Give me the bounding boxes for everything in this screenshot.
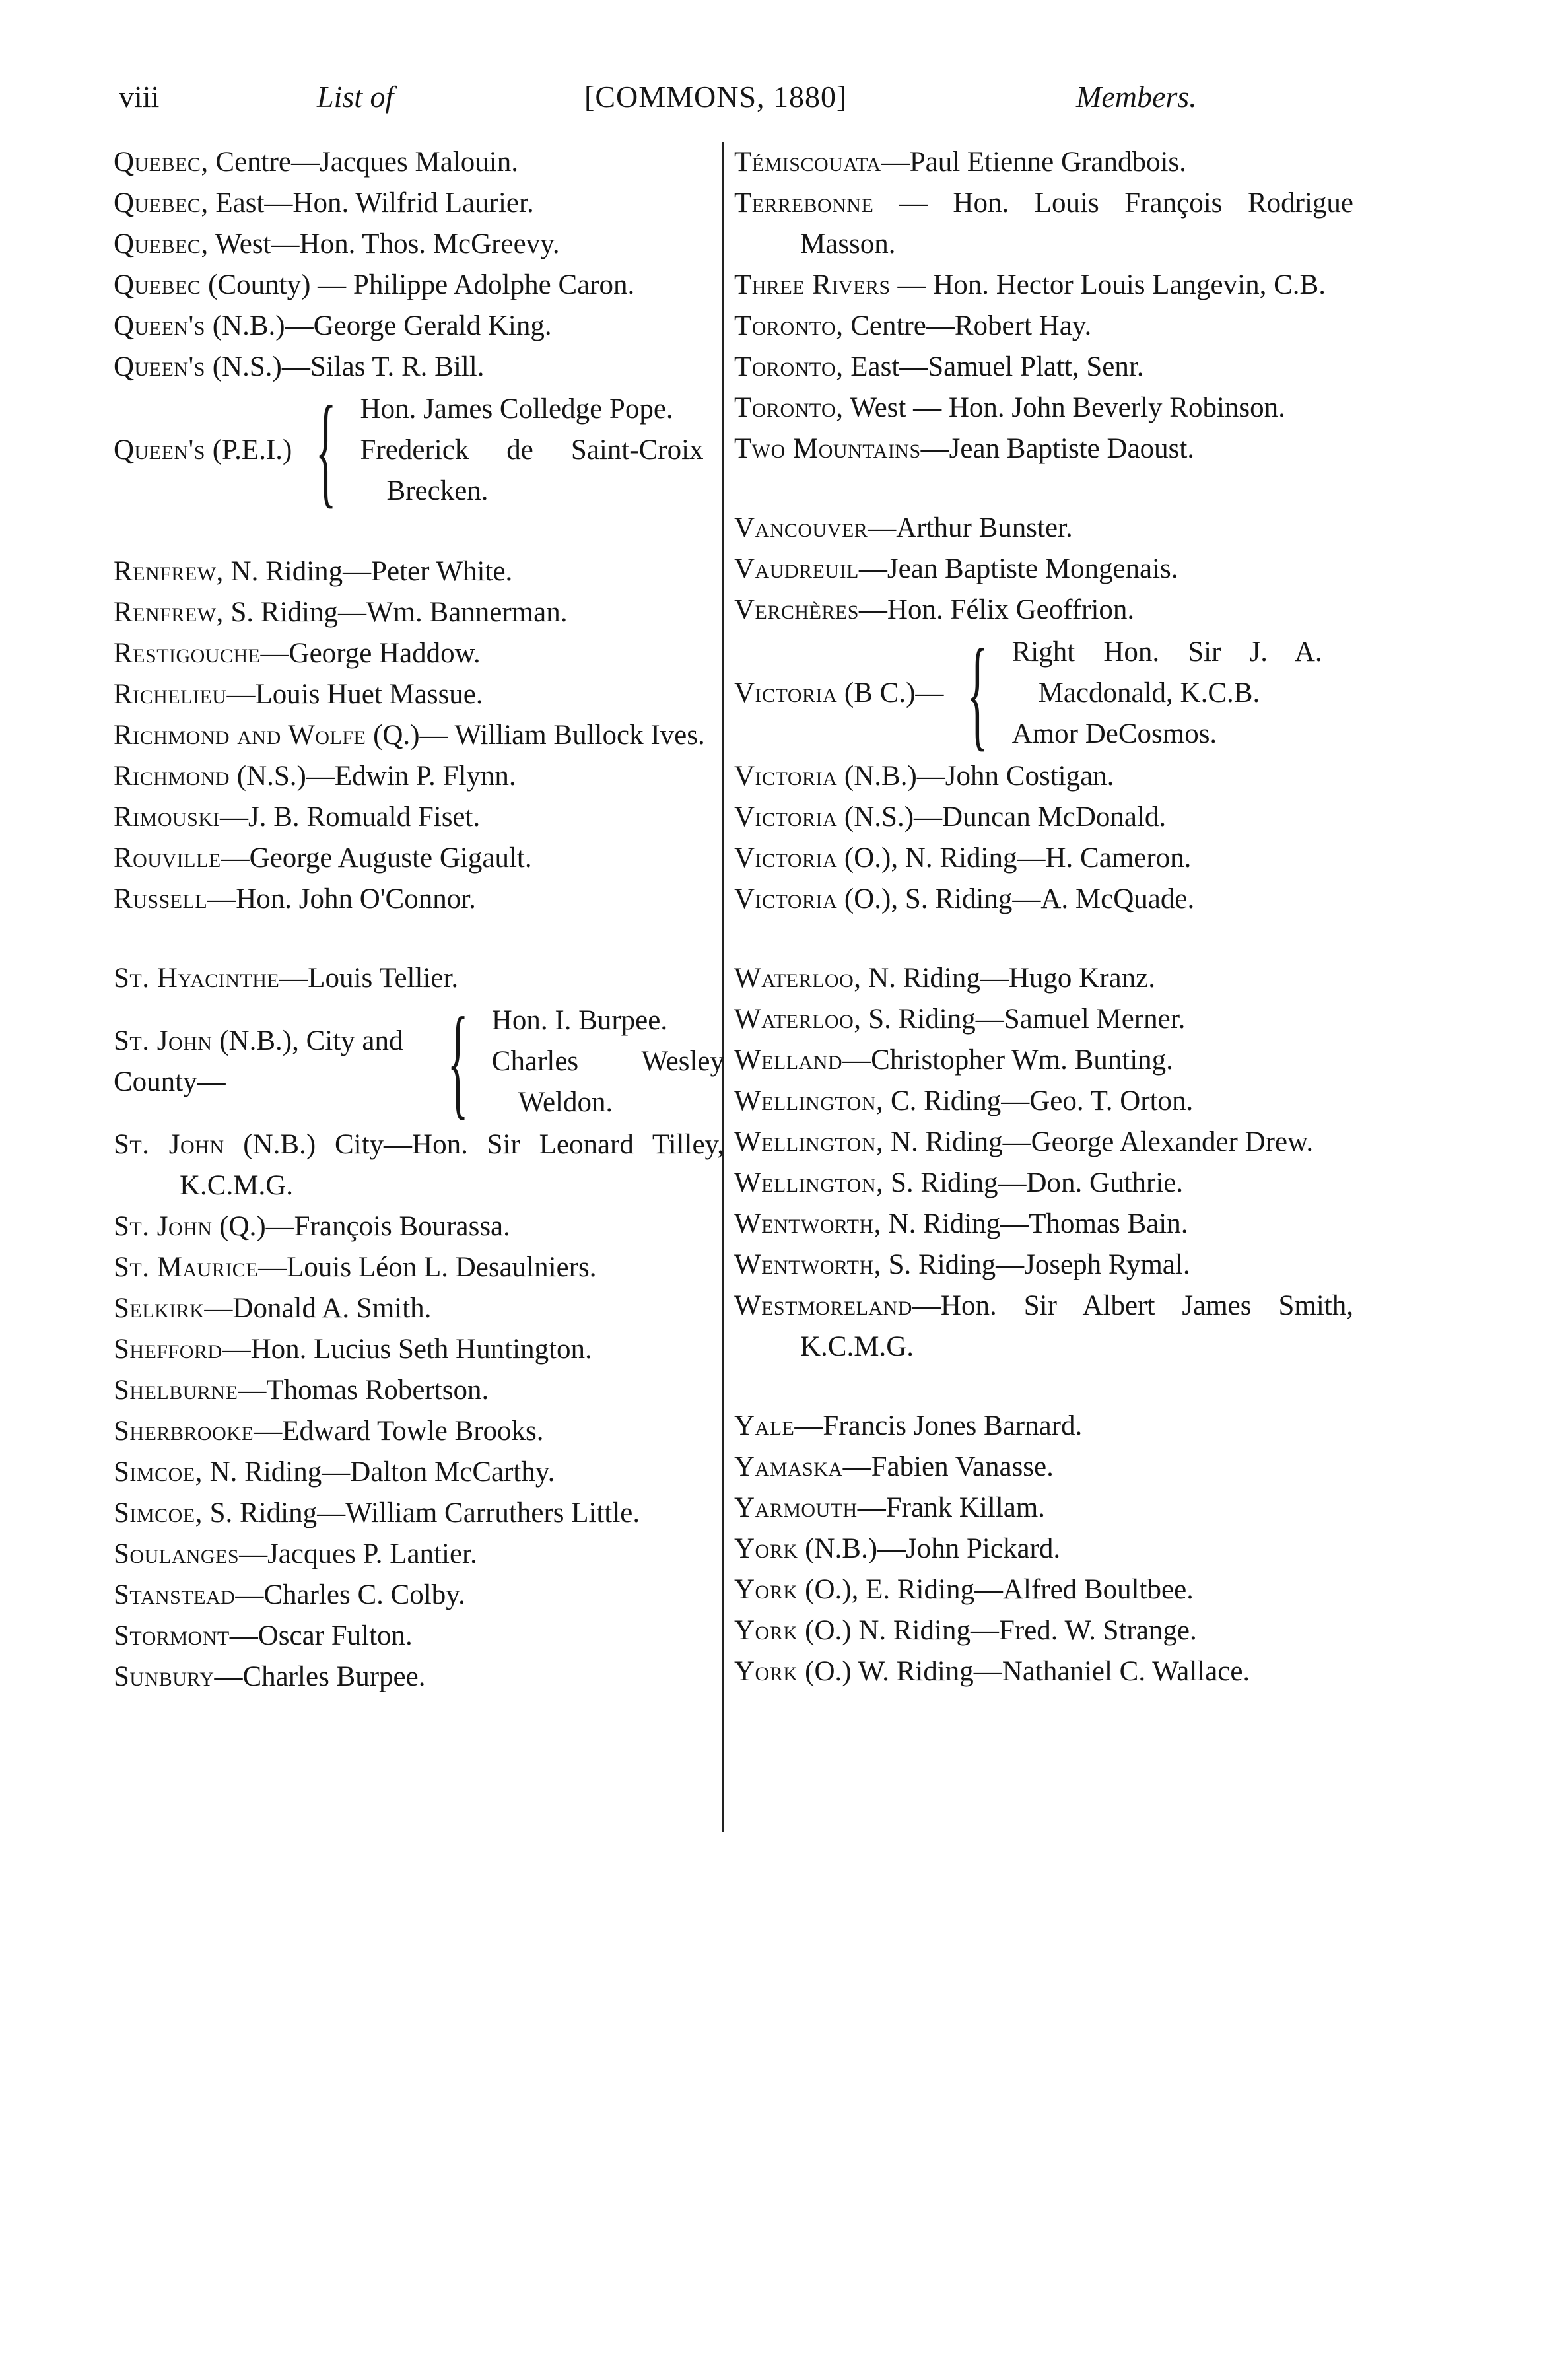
district-name: Yarmouth	[734, 1492, 858, 1523]
district-name: Wellington,	[734, 1085, 884, 1116]
district-name: Shefford	[114, 1334, 222, 1365]
entry	[734, 388, 1353, 429]
district-name: Vaudreuil	[734, 553, 859, 584]
entry-text: —Arthur Bunster.	[868, 512, 1073, 543]
entry-text: —Edward Towle Brooks.	[254, 1416, 544, 1447]
running-header	[119, 74, 1221, 120]
entry	[734, 1040, 1353, 1081]
entry-text: (O.) N. Riding—Fred. W. Strange.	[798, 1615, 1197, 1646]
entry-group-victoria	[734, 756, 1353, 920]
district-name: Wellington,	[734, 1167, 884, 1198]
entry	[734, 508, 1353, 549]
entry-text: —J. B. Romuald Fiset.	[220, 802, 481, 833]
entry-text: S. Riding—Wm. Bannerman.	[223, 597, 568, 628]
entry	[734, 797, 1353, 838]
entry-text: —Fabien Vanasse.	[842, 1451, 1054, 1482]
district-name: Simcoe,	[114, 1497, 203, 1528]
district-name: St. Maurice	[114, 1252, 259, 1283]
braced-entry-queens-pei	[114, 381, 724, 520]
member-name: Hon. James Colledge Pope.	[360, 394, 673, 425]
district-suffix: (P.E.I.)	[205, 434, 292, 465]
district-name: Vancouver	[734, 512, 868, 543]
entry	[114, 1534, 724, 1575]
entry-text: —Jacques P. Lantier.	[239, 1538, 477, 1569]
district-name: Westmoreland	[734, 1290, 912, 1321]
entry-text: (Q.)—François Bourassa.	[212, 1211, 510, 1242]
entry-text: —Frank Killam.	[857, 1492, 1045, 1523]
entry-text: N. Riding—George Alexander Drew.	[883, 1126, 1314, 1157]
entry-text: (Q.)— William Bullock Ives.	[366, 720, 705, 751]
entry-group-v-top	[734, 508, 1353, 631]
entry	[114, 633, 724, 674]
district-name: Stormont	[114, 1620, 230, 1651]
entry	[114, 1370, 724, 1411]
braced-entry-victoria-bc	[734, 624, 1353, 763]
district-name: Two Mountains	[734, 433, 921, 464]
district-name: Queen's	[114, 310, 205, 341]
district-name: Verchères	[734, 594, 859, 625]
district-name: Selkirk	[114, 1293, 205, 1324]
entry	[734, 1488, 1353, 1528]
district-name: York	[734, 1574, 798, 1605]
entry-text: (O.), S. Riding—A. McQuade.	[837, 883, 1195, 914]
entry-text: (N.S.)—Edwin P. Flynn.	[230, 761, 516, 792]
entry	[734, 1245, 1353, 1286]
district-name: Richmond	[114, 761, 230, 792]
entry	[114, 183, 724, 224]
entry-text: —Louis Léon L. Desaulniers.	[258, 1252, 597, 1283]
district-label	[114, 430, 292, 471]
district-name: Rimouski	[114, 802, 221, 833]
district-name: Victoria	[734, 842, 838, 874]
entry	[114, 958, 724, 999]
member-name: Frederick de Saint-Croix Brecken.	[360, 434, 704, 506]
district-name: Quebec,	[114, 147, 209, 178]
entry	[734, 183, 1353, 265]
entry-text: S. Riding—Joseph Rymal.	[881, 1249, 1190, 1280]
district-name: Stanstead	[114, 1579, 236, 1610]
entry	[734, 429, 1353, 469]
entry-text: —Jean Baptiste Daoust.	[920, 433, 1195, 464]
entry-text: —Christopher Wm. Bunting.	[842, 1045, 1173, 1076]
braced-entry-st-john	[114, 992, 724, 1131]
entry	[114, 265, 724, 306]
page-number: viii	[119, 80, 160, 114]
entry	[114, 1616, 724, 1657]
entry	[734, 756, 1353, 797]
district-name: Richmond and Wolfe	[114, 720, 366, 751]
district-name: Wentworth,	[734, 1208, 881, 1239]
district-name: Victoria	[734, 802, 838, 833]
entry	[114, 756, 724, 797]
entry-text: (N.S.)—Silas T. R. Bill.	[205, 351, 485, 382]
district-name: Toronto,	[734, 392, 844, 423]
entry	[734, 549, 1353, 590]
brace-glyph: {	[447, 992, 469, 1131]
entry	[734, 1447, 1353, 1488]
entry	[734, 1528, 1353, 1569]
entry-text: —Louis Huet Massue.	[226, 679, 483, 710]
district-name: York	[734, 1656, 798, 1687]
district-name: Victoria	[734, 677, 838, 708]
entry-text: —Paul Etienne Grandbois.	[881, 147, 1186, 178]
entry-text: — Hon. Hector Louis Langevin, C.B.	[890, 269, 1326, 300]
entry-text: (O.), E. Riding—Alfred Boultbee.	[798, 1574, 1194, 1605]
entry	[114, 592, 724, 633]
entry-text: —Charles Burpee.	[214, 1661, 426, 1692]
entry	[114, 1206, 724, 1247]
member-name: Right Hon. Sir J. A. Macdonald, K.C.B.	[1011, 636, 1322, 708]
entry	[114, 224, 724, 265]
district-name: St. John	[114, 1129, 224, 1160]
entry	[734, 1081, 1353, 1122]
district-name: St. John	[114, 1025, 213, 1056]
entry	[114, 838, 724, 879]
district-name: Simcoe,	[114, 1457, 203, 1488]
entry-text: (N.B.)—John Pickard.	[798, 1533, 1061, 1564]
district-name: Waterloo,	[734, 963, 862, 994]
entry-text: —George Auguste Gigault.	[221, 842, 532, 874]
entry	[114, 879, 724, 920]
entry-text: —Thomas Robertson.	[238, 1375, 489, 1406]
entry-text: —Charles C. Colby.	[235, 1579, 465, 1610]
brace-glyph: {	[315, 381, 337, 520]
entry	[114, 347, 724, 388]
district-suffix: (B C.)—	[837, 677, 944, 708]
district-name: Sherbrooke	[114, 1416, 254, 1447]
entry	[114, 1575, 724, 1616]
district-name: Richelieu	[114, 679, 227, 710]
left-column	[114, 142, 724, 1698]
entry-group-w	[734, 958, 1353, 1367]
entry-text: East—Hon. Wilfrid Laurier.	[208, 188, 534, 219]
header-center-title: [COMMONS, 1880]	[584, 80, 848, 114]
entry-text: Centre—Robert Hay.	[843, 310, 1092, 341]
district-name: Renfrew,	[114, 597, 224, 628]
header-right-title: Members.	[1076, 80, 1197, 114]
district-name: St. Hyacinthe	[114, 963, 280, 994]
district-name: Shelburne	[114, 1375, 238, 1406]
district-name: Wellington,	[734, 1126, 884, 1157]
entry	[734, 142, 1353, 183]
entry-text: —Louis Tellier.	[279, 963, 459, 994]
entry	[734, 1286, 1353, 1367]
entry-group-quebec-queens	[114, 142, 724, 388]
entry-text: (O.), N. Riding—H. Cameron.	[837, 842, 1192, 874]
entry	[734, 879, 1353, 920]
district-name: Yamaska	[734, 1451, 843, 1482]
entry	[114, 142, 724, 183]
entry-text: —Jean Baptiste Mongenais.	[858, 553, 1178, 584]
member-name: Charles Wesley Weldon.	[491, 1046, 724, 1118]
district-name: Victoria	[734, 761, 838, 792]
entry-text: —Donald A. Smith.	[204, 1293, 432, 1324]
district-name: Quebec,	[114, 188, 209, 219]
entry-text: (N.S.)—Duncan McDonald.	[837, 802, 1167, 833]
district-name: St. John	[114, 1211, 213, 1242]
district-name: Restigouche	[114, 638, 261, 669]
member-list	[1012, 632, 1322, 755]
entry-text: N. Riding—Peter White.	[223, 556, 513, 587]
district-name: Terrebonne	[734, 188, 874, 219]
entry-text: —Hon. Félix Geoffrion.	[858, 594, 1135, 625]
entry-text: —George Haddow.	[260, 638, 481, 669]
entry	[734, 1610, 1353, 1651]
entry	[114, 1288, 724, 1329]
entry-text: East—Samuel Platt, Senr.	[843, 351, 1144, 382]
entry	[734, 958, 1353, 999]
entry-text: West—Hon. Thos. McGreevy.	[208, 228, 560, 259]
entry-text: Centre—Jacques Malouin.	[208, 147, 518, 178]
entry-text: N. Riding—Dalton McCarthy.	[202, 1457, 555, 1488]
district-name: Yale	[734, 1410, 795, 1441]
entry-text: —Oscar Fulton.	[229, 1620, 413, 1651]
entry	[114, 1329, 724, 1370]
entry	[114, 551, 724, 592]
district-name: Renfrew,	[114, 556, 224, 587]
entry-text: S. Riding—Don. Guthrie.	[883, 1167, 1184, 1198]
entry	[734, 1122, 1353, 1163]
district-name: Soulanges	[114, 1538, 240, 1569]
entry	[734, 306, 1353, 347]
entry	[734, 999, 1353, 1040]
entry	[114, 1493, 724, 1534]
entry	[114, 1411, 724, 1452]
district-name: Wentworth,	[734, 1249, 881, 1280]
entry	[114, 715, 724, 756]
entry	[114, 1247, 724, 1288]
entry-text: —Francis Jones Barnard.	[794, 1410, 1083, 1441]
entry-text: —Hon. Lucius Seth Huntington.	[222, 1334, 592, 1365]
entry	[734, 1406, 1353, 1447]
entry-text: C. Riding—Geo. T. Orton.	[883, 1085, 1194, 1116]
entry	[734, 838, 1353, 879]
member-list	[492, 1000, 724, 1123]
entry-group-s	[114, 1124, 724, 1698]
entry-text: N. Riding—Thomas Bain.	[881, 1208, 1188, 1239]
right-column	[734, 142, 1353, 1692]
entry	[734, 1204, 1353, 1245]
member-name: Hon. I. Burpee.	[491, 1005, 668, 1036]
entry	[734, 265, 1353, 306]
entry	[114, 306, 724, 347]
district-label	[734, 673, 943, 714]
district-label	[114, 1021, 424, 1103]
entry-text: (N.B.)—George Gerald King.	[205, 310, 552, 341]
entry-text: — Hon. Louis François Rodrigue Masson.	[800, 188, 1353, 259]
district-name: Welland	[734, 1045, 843, 1076]
member-name: Amor DeCosmos.	[1011, 718, 1217, 749]
entry-text: (N.B.) City—Hon. Sir Leonard Tilley, K.C.M.G.	[180, 1129, 724, 1201]
header-left-title: List of	[317, 80, 394, 114]
entry-text: West — Hon. John Beverly Robinson.	[843, 392, 1285, 423]
entry-group-y	[734, 1406, 1353, 1692]
member-list	[360, 389, 704, 512]
entry	[114, 1657, 724, 1698]
entry-text: —Hon. Sir Albert James Smith, K.C.M.G.	[800, 1290, 1353, 1362]
district-name: Quebec	[114, 269, 201, 300]
entry-group-t	[734, 142, 1353, 469]
entry-text: (County) — Philippe Adolphe Caron.	[201, 269, 635, 300]
district-name: Three Rivers	[734, 269, 891, 300]
entry-text: S. Riding—Samuel Merner.	[861, 1004, 1186, 1035]
district-name: Sunbury	[114, 1661, 215, 1692]
district-name: Queen's	[114, 434, 205, 465]
entry	[114, 674, 724, 715]
district-suffix: (N.B.), City and County—	[114, 1025, 403, 1097]
entry-text: (N.B.)—John Costigan.	[837, 761, 1114, 792]
entry-text: —Hon. John O'Connor.	[207, 883, 476, 914]
entry	[734, 1163, 1353, 1204]
brace-glyph: {	[967, 624, 988, 763]
district-name: Toronto,	[734, 351, 844, 382]
entry	[734, 1569, 1353, 1610]
entry-text: (O.) W. Riding—Nathaniel C. Wallace.	[798, 1656, 1250, 1687]
district-name: York	[734, 1533, 798, 1564]
entry	[114, 1452, 724, 1493]
entry	[114, 1124, 724, 1206]
district-name: Waterloo,	[734, 1004, 862, 1035]
entry-text: N. Riding—Hugo Kranz.	[861, 963, 1155, 994]
district-name: Queen's	[114, 351, 205, 382]
entry	[114, 797, 724, 838]
entry	[734, 590, 1353, 631]
entry-text: S. Riding—William Carruthers Little.	[202, 1497, 640, 1528]
district-name: Toronto,	[734, 310, 844, 341]
district-name: Rouville	[114, 842, 221, 874]
entry	[734, 347, 1353, 388]
district-name: Témiscouata	[734, 147, 881, 178]
district-name: Victoria	[734, 883, 838, 914]
entry-group-r	[114, 551, 724, 920]
district-name: Quebec,	[114, 228, 209, 259]
district-name: Russell	[114, 883, 208, 914]
entry	[734, 1651, 1353, 1692]
district-name: York	[734, 1615, 798, 1646]
